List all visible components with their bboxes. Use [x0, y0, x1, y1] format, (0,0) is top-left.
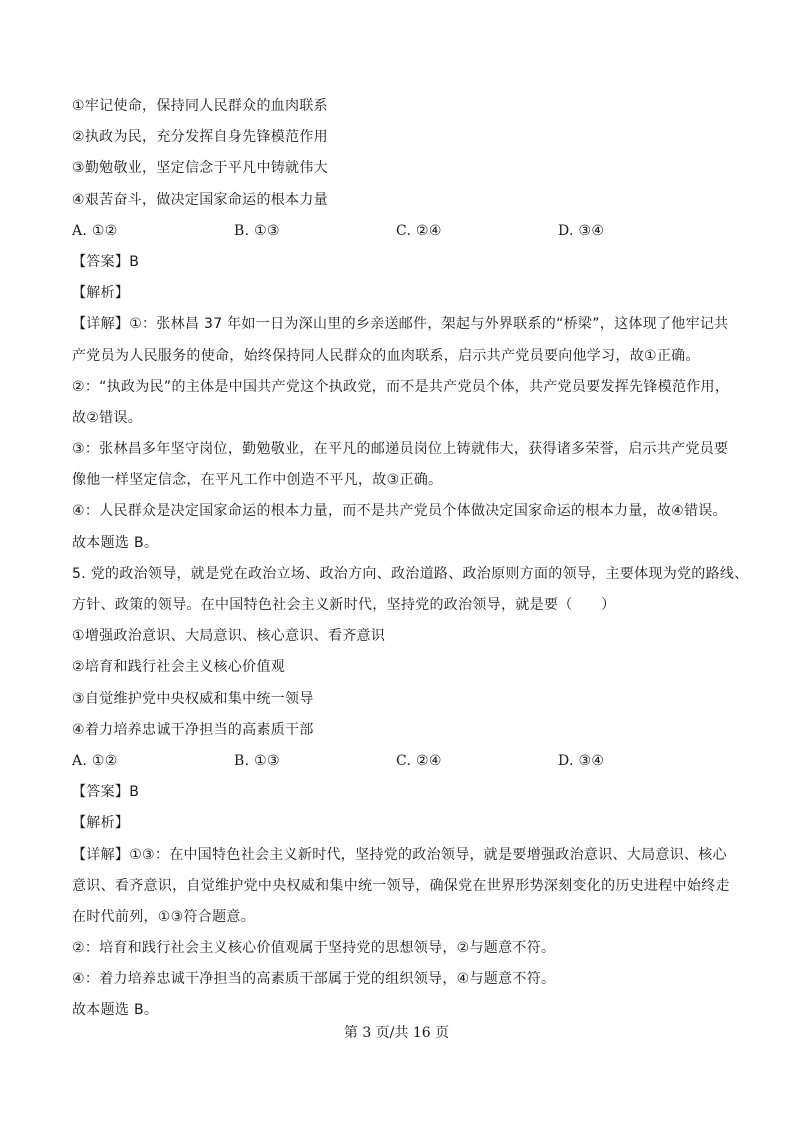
q5-answer: 【答案】B [72, 784, 140, 801]
q4-choice-d: D. ③④ [558, 222, 605, 239]
q5-stem-line: 方针、政策的领导。在中国特色社会主义新时代，坚持党的政治领导，就是要（ ） [72, 597, 616, 613]
q4-option: ②执政为民，充分发挥自身先锋模范作用 [72, 129, 328, 146]
q5-detail-line: ④：着力培养忠诚干净担当的高素质干部属于党的组织领导，④与题意不符。 [72, 971, 556, 988]
q4-option: ③勤勉敬业，坚定信念于平凡中铸就伟大 [72, 160, 328, 177]
q5-option: ②培育和践行社会主义核心价值观 [72, 659, 286, 676]
q5-option: ④着力培养忠诚干净担当的高素质干部 [72, 721, 314, 738]
q4-detail-line: 【详解】①：张林昌 37 年如一日为深山里的乡亲送邮件，架起与外界联系的“桥梁”，这体现了他牢记共 [72, 316, 729, 333]
q5-detail-line: ②：培育和践行社会主义核心价值观属于坚持党的思想领导，②与题意不符。 [72, 940, 556, 957]
q5-detail-line: 意识、看齐意识，自觉维护党中央权威和集中统一领导，确保党在世界形势深刻变化的历史进程中始终走 [72, 877, 730, 894]
q5-stem-line: 5. 党的政治领导，就是党在政治立场、政治方向、政治道路、政治原则方面的领导，主要体现为党的路线、 [72, 565, 749, 582]
q4-choice-a: A. ①② [72, 222, 118, 239]
q4-choices [72, 216, 732, 247]
page-content [72, 91, 749, 1027]
q5-analysis-label: 【解析】 [72, 815, 130, 832]
q5-choice-b: B. ①③ [234, 752, 280, 769]
q5-detail-line: 在时代前列，①③符合题意。 [72, 908, 256, 925]
q5-choices [72, 746, 732, 777]
q5-choice-a: A. ①② [72, 752, 118, 769]
q5-choice-c: C. ②④ [396, 752, 442, 769]
q5-option: ③自觉维护党中央权威和集中统一领导 [72, 690, 314, 707]
q4-option: ①牢记使命，保持同人民群众的血肉联系 [72, 98, 328, 114]
q4-analysis-label: 【解析】 [72, 285, 130, 302]
q5-detail-line: 故本题选 B。 [72, 1002, 159, 1019]
q5-option: ①增强政治意识、大局意识、核心意识、看齐意识 [72, 628, 386, 645]
q4-detail-line: 故本题选 B。 [72, 534, 159, 551]
q4-option: ④艰苦奋斗，做决定国家命运的根本力量 [72, 191, 328, 208]
q4-detail-line: 像他一样坚定信念，在平凡工作中创造不平凡，故③正确。 [72, 472, 443, 489]
q4-detail-line: ③：张林昌多年坚守岗位，勤勉敬业，在平凡的邮递员岗位上铸就伟大，获得诸多荣誉，启示共产党员要 [72, 441, 729, 458]
q4-answer: 【答案】B [72, 253, 140, 270]
q4-detail-line: 产党员为人民服务的使命，始终保持同人民群众的血肉联系，启示共产党员要向他学习，故①正确。 [72, 347, 700, 364]
q4-detail-line: ②：“执政为民”的主体是中国共产党这个执政党，而不是共产党员个体，共产党员要发挥先锋模范作用， [72, 378, 730, 395]
q4-choice-c: C. ②④ [396, 222, 442, 239]
q5-choice-d: D. ③④ [558, 752, 605, 769]
q4-detail-line: 故②错误。 [72, 409, 143, 426]
q4-detail-line: ④：人民群众是决定国家命运的根本力量，而不是共产党员个体做决定国家命运的根本力量，故④错误。 [72, 503, 727, 520]
q5-detail-line: 【详解】①③：在中国特色社会主义新时代，坚持党的政治领导，就是要增强政治意识、大局意识、核心 [72, 846, 727, 863]
q4-choice-b: B. ①③ [234, 222, 280, 239]
page-footer: 第 3 页/共 16 页 [343, 1025, 450, 1041]
